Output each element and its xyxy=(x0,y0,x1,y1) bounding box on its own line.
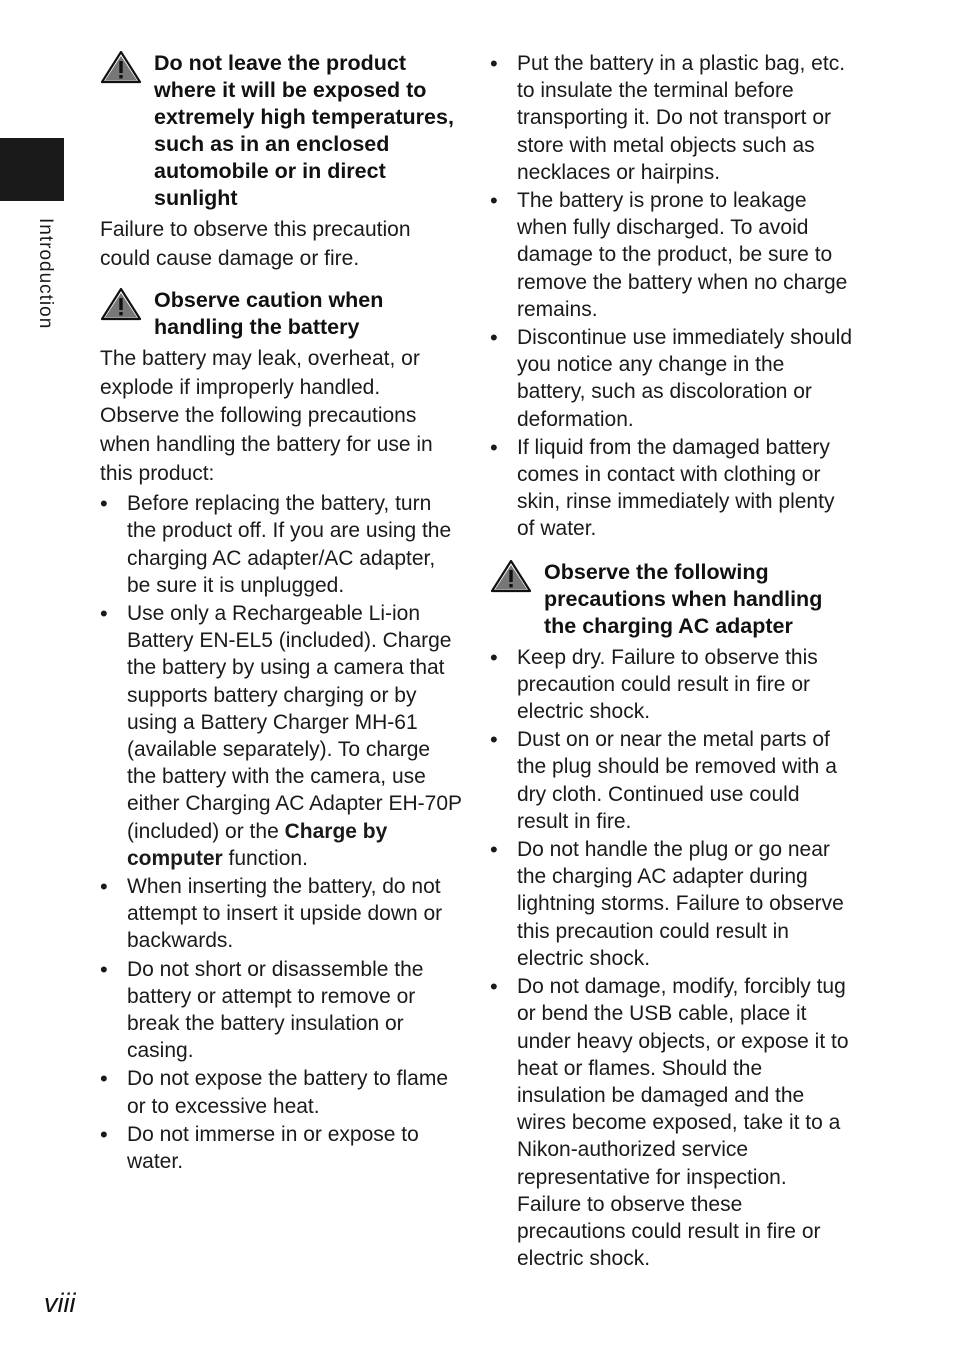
battery-precautions-list xyxy=(100,490,462,1175)
list-item: • Put the battery in a plastic bag, etc. to insulate the terminal before transporting it. Do not transport or store with metal objects such as necklaces or hairpins. xyxy=(490,50,852,186)
list-item-text: Use only a Rechargeable Li-ion Battery EN-EL5 (included). Charge the battery by using a camera that supports battery charging or by using a Battery Charger MH-61 (available separately). To charge the battery with the camera, use either Charging AC Adapter EH-70P (included) or the xyxy=(127,601,462,843)
page-number: viii xyxy=(44,1288,76,1318)
list-item: • When inserting the battery, do not attempt to insert it upside down or backwards. xyxy=(100,873,462,955)
list-item: • Do not expose the battery to flame or to excessive heat. xyxy=(100,1065,462,1119)
warning-heat xyxy=(100,50,462,212)
list-item-bold-term: Charge by computer xyxy=(127,819,388,870)
left-column xyxy=(100,50,462,1191)
warning-ac-adapter xyxy=(490,559,852,640)
warning-battery-title: Observe caution when handling the battery xyxy=(154,288,384,340)
warning-battery-body: The battery may leak, overheat, or explode if improperly handled. Observe the following precautions when handling the battery for use in this product: xyxy=(100,347,433,485)
list-item: • Do not short or disassemble the battery or attempt to remove or break the battery insulation or casing. xyxy=(100,956,462,1065)
warning-triangle-icon xyxy=(100,287,154,325)
section-tab-marker xyxy=(0,138,64,201)
list-item: • Do not handle the plug or go near the charging AC adapter during lightning storms. Failure to observe this precaution could result in electric shock. xyxy=(490,836,852,972)
warning-battery xyxy=(100,287,462,341)
ac-adapter-precautions-list xyxy=(490,644,852,1273)
warning-triangle-icon xyxy=(100,50,154,88)
list-item: • If liquid from the damaged battery comes in contact with clothing or skin, rinse immediately with plenty of water. xyxy=(490,434,852,543)
warning-heat-body: Failure to observe this precaution could cause damage or fire. xyxy=(100,218,411,270)
right-column xyxy=(490,50,852,1288)
warning-ac-adapter-title: Observe the following precautions when handling the charging AC adapter xyxy=(544,559,823,638)
list-item xyxy=(100,600,462,872)
list-item: • Before replacing the battery, turn the product off. If you are using the charging AC adapter/AC adapter, be sure it is unplugged. xyxy=(100,490,462,599)
list-item: • Keep dry. Failure to observe this precaution could result in fire or electric shock. xyxy=(490,644,852,726)
list-item-text: function. xyxy=(222,846,308,870)
list-item: • Do not damage, modify, forcibly tug or bend the USB cable, place it under heavy objects, or expose it to heat or flames. Should the insulation be damaged and the wires become exposed, take it to a Nikon-authorized service representative for inspection. Failure to observe these precautions could result in fire or electric shock. xyxy=(490,973,852,1272)
warning-triangle-icon xyxy=(490,559,544,597)
list-item: • Dust on or near the metal parts of the plug should be removed with a dry cloth. Continued use could result in fire. xyxy=(490,726,852,835)
list-item: • Do not immerse in or expose to water. xyxy=(100,1121,462,1175)
battery-precautions-list-continued xyxy=(490,50,852,543)
list-item: • Discontinue use immediately should you notice any change in the battery, such as discoloration or deformation. xyxy=(490,324,852,433)
list-item: • The battery is prone to leakage when fully discharged. To avoid damage to the product, be sure to remove the battery when no charge remains. xyxy=(490,187,852,323)
warning-heat-title: Do not leave the product where it will be exposed to extremely high temperatures, such as in an enclosed automobile or in direct sunlight xyxy=(154,51,454,210)
section-label: Introduction xyxy=(35,218,56,330)
